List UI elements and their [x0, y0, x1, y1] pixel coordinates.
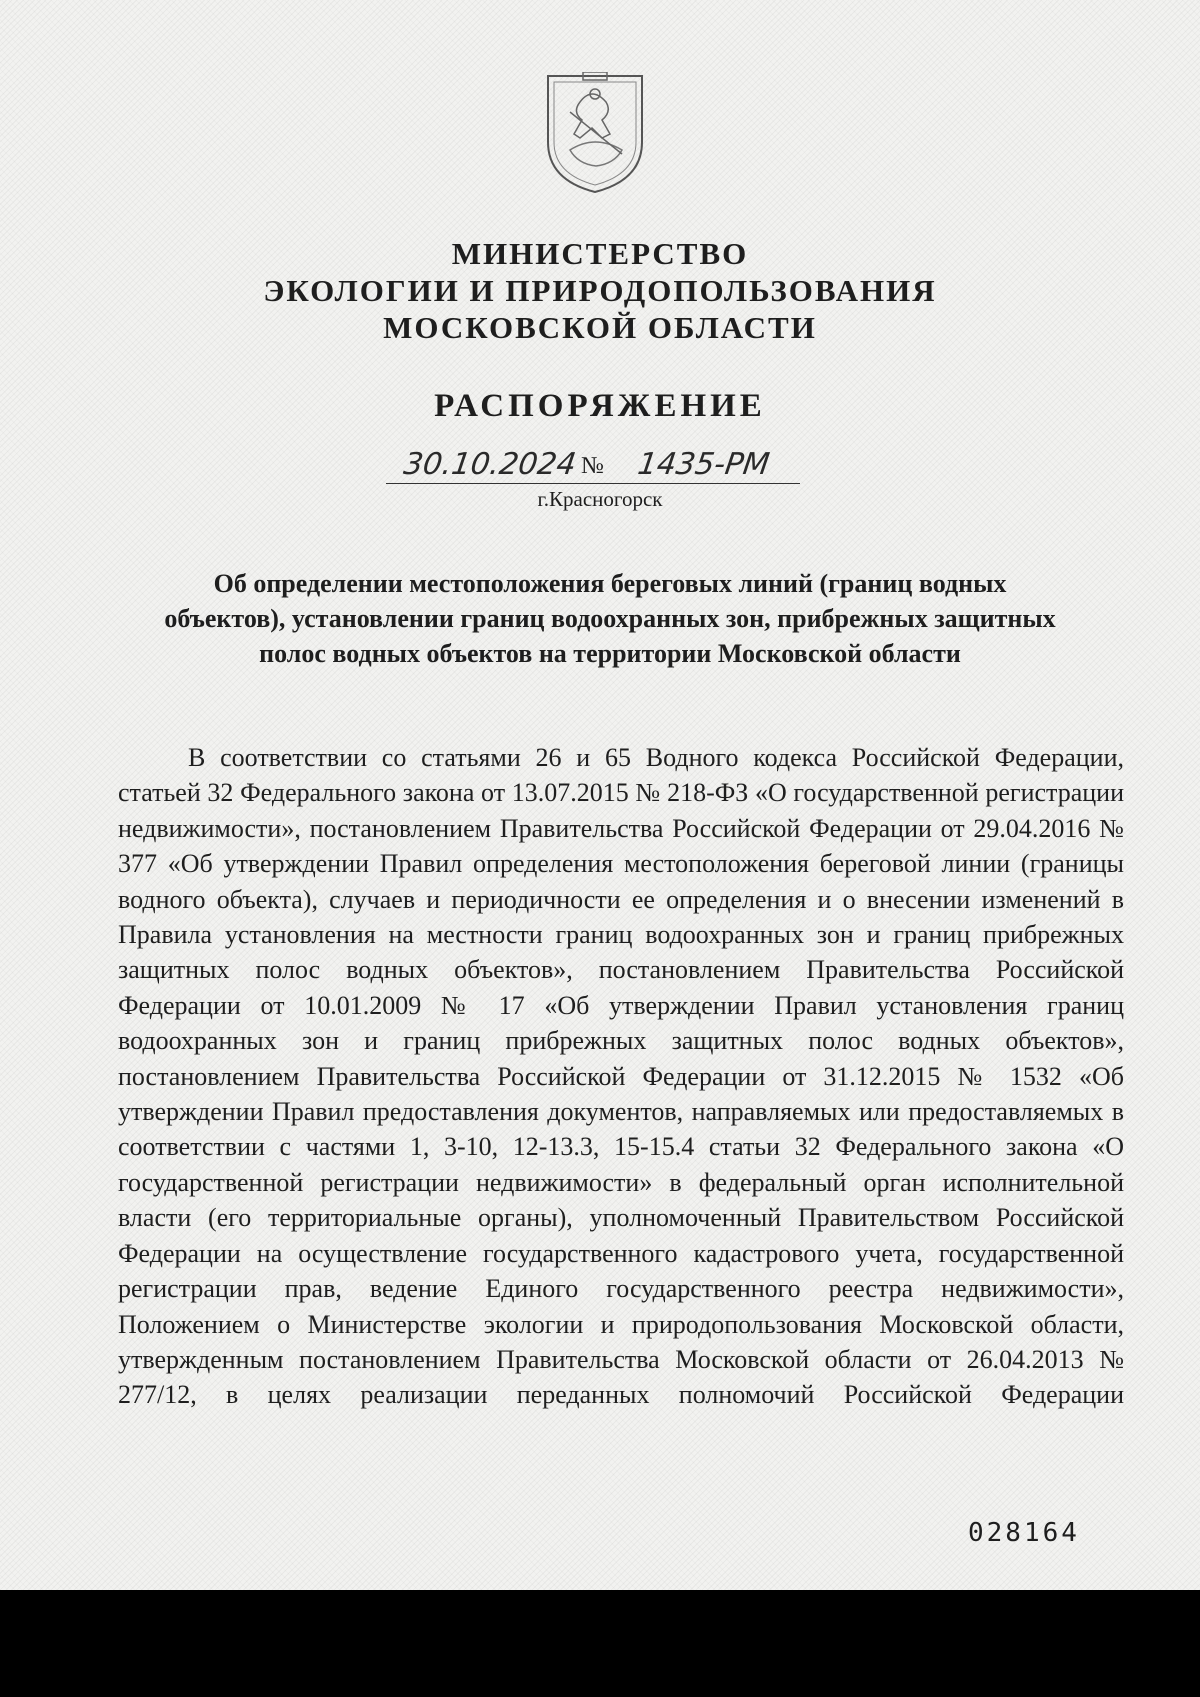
moscow-oblast-coat-of-arms-icon	[540, 72, 650, 196]
ministry-name-line-2: ЭКОЛОГИИ И ПРИРОДОПОЛЬЗОВАНИЯ	[263, 273, 937, 308]
ministry-name-line-1: МИНИСТЕРСТВО	[451, 236, 749, 271]
number-sign: №	[581, 453, 604, 479]
scan-border	[0, 1590, 1200, 1697]
form-code: 028164	[968, 1518, 1080, 1548]
document-number: 1435-РМ	[635, 447, 772, 482]
document-subject: Об определении местоположения береговых линий (границ водных объектов), установлении границ водоохранных зон, прибрежных защитных полос водных объектов на территории Московской области	[164, 569, 1056, 668]
body-paragraph: В соответствии со статьями 26 и 65 Водного кодекса Российской Федерации, статьей 32 Федерального закона от 13.07.2015 № 218-ФЗ «О государственной регистрации недвижимости», постановлением Правительства Российской Федерации от 29.04.2016 № 377 «Об утверждении Правил определения местоположения береговой линии (границы водного объекта), случаев и периодичности ее определения и о внесении изменений в Правила установления на местности границ водоохранных зон и границ прибрежных защитных полос водных объектов», постановлением Правительства Российской Федерации от 10.01.2009 № 17 «Об утверждении Правил установления границ водоохранных зон и границ прибрежных защитных полос водных объектов», постановлением Правительства Российской Федерации от 31.12.2015 № 1532 «Об утверждении Правил предоставления документов, направляемых или предоставляемых в соответствии с частями 1, 3-10, 12-13.3, 15-15.4 статьи 32 Федерального закона «О государственной регистрации недвижимости» в федеральный орган исполнительной власти (его территориальные органы), уполномоченный Правительством Российской Федерации на осуществление государственного кадастрового учета, государственной регистрации прав, ведение Единого государственного реестра недвижимости», Положением о Министерстве экологии и природопользования Московской области, утвержденным постановлением Правительства Московской области от 26.04.2013 № 277/12, в целях реализации переданных полномочий Российской Федерации	[118, 743, 1124, 1410]
document-city: г.Красногорск	[537, 487, 663, 511]
document-date: 30.10.2024	[401, 447, 579, 482]
document-type-title: РАСПОРЯЖЕНИЕ	[434, 388, 766, 424]
date-number-line	[386, 447, 800, 484]
ministry-name-line-3: МОСКОВСКОЙ ОБЛАСТИ	[383, 310, 817, 345]
